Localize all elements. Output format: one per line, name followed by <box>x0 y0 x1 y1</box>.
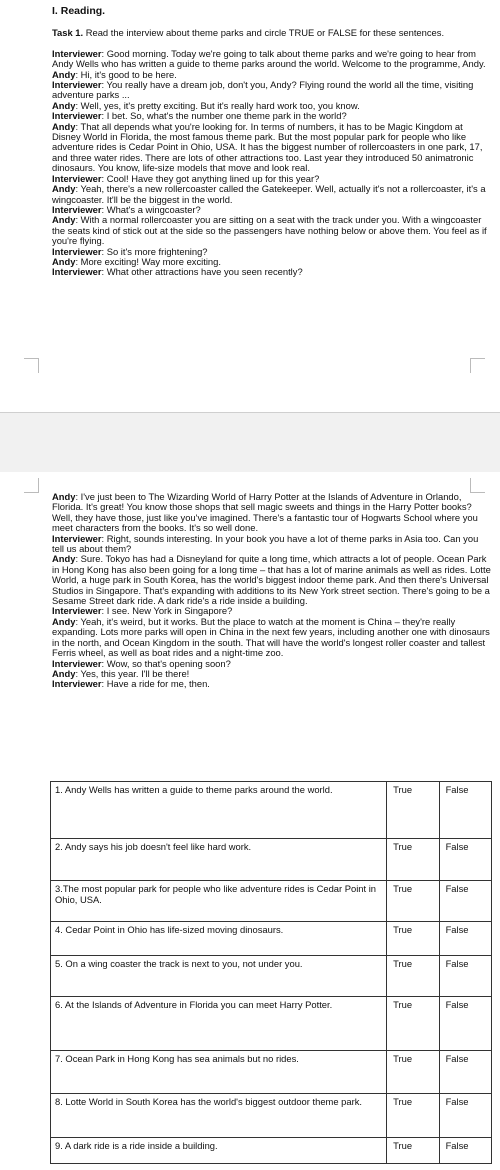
dialogue-text: : More exciting! Way more exciting. <box>75 255 221 267</box>
false-option[interactable]: False <box>439 997 491 1051</box>
dialogue-text: : Cool! Have they got anything lined up for this year? <box>101 172 320 184</box>
task-label: Task 1. <box>52 27 84 39</box>
dialogue-line <box>52 492 492 534</box>
dialogue-text: : Right, sounds interesting. In your book you have a lot of theme parks in Asia too. Can you tell us about them? <box>52 532 479 555</box>
dialogue-text: : You really have a dream job, don't you, Andy? Flying round the world all the time, visiting adventure parks ... <box>52 79 474 101</box>
speaker-name: Andy <box>52 214 76 226</box>
statement-text: 9. A dark ride is a ride inside a building. <box>51 1138 387 1164</box>
dialogue-text: : So it's more frightening? <box>101 245 208 257</box>
speaker-name: Andy <box>52 255 76 267</box>
statement-text: 3.The most popular park for people who like adventure rides is Cedar Point in Ohio, USA. <box>51 881 387 922</box>
speaker-name: Interviewer <box>52 678 102 690</box>
speaker-name: Interviewer <box>52 47 102 59</box>
dialogue-text: : I bet. So, what's the number one theme park in the world? <box>101 110 347 122</box>
statement-text: 8. Lotte World in South Korea has the world's biggest outdoor theme park. <box>51 1094 387 1138</box>
true-option[interactable]: True <box>387 881 439 922</box>
speaker-name: Interviewer <box>52 245 102 257</box>
statement-row <box>51 922 492 956</box>
true-option[interactable]: True <box>387 1094 439 1138</box>
true-option[interactable]: True <box>387 782 439 839</box>
statement-row <box>51 881 492 922</box>
dialogue-page-1 <box>52 49 492 278</box>
dialogue-text: : Yes, this year. I'll be there! <box>75 667 190 679</box>
dialogue-line <box>52 617 492 659</box>
speaker-name: Andy <box>52 99 76 111</box>
page-1-content <box>52 6 492 278</box>
speaker-name: Interviewer <box>52 266 102 278</box>
speaker-name: Andy <box>52 120 76 132</box>
statement-row <box>51 997 492 1051</box>
speaker-name: Andy <box>52 68 76 80</box>
dialogue-text: : Well, yes, it's pretty exciting. But it's really hard work too, you know. <box>75 99 360 111</box>
statement-row <box>51 1094 492 1138</box>
dialogue-line <box>52 184 492 205</box>
speaker-name: Interviewer <box>52 110 102 122</box>
statement-row <box>51 839 492 881</box>
false-option[interactable]: False <box>439 1051 491 1094</box>
dialogue-text: : Yeah, it's weird, but it works. But the place to watch at the moment is China – they're really expanding. Lots more parks will open in China in the next few years, including another one with dinosaurs in the north, and Ocean Kingdom in the south. That will have the world's longest roller coaster and tallest Ferris wheel, as well as boat rides and a night-time zoo. <box>52 615 490 659</box>
statement-text: 5. On a wing coaster the track is next to you, not under you. <box>51 956 387 997</box>
speaker-name: Interviewer <box>52 657 102 669</box>
dialogue-line <box>52 122 492 174</box>
statement-row <box>51 956 492 997</box>
dialogue-text: : I see. New York in Singapore? <box>101 605 233 617</box>
page-1 <box>0 0 500 412</box>
dialogue-line <box>52 80 492 101</box>
dialogue-text: : That all depends what you're looking for. In terms of numbers, it has to be Magic Kingdom at Disney World in Florida, the most famous theme park. But the most popular park for people who like adventure rides is Cedar Point in Ohio, USA. It has the biggest number of rollercoasters in one park, 17, and three water rides. There are lots of other attractions too. Last year they introduced 50 animatronic dinosaurs. You know, life-size models that move and look real. <box>52 120 483 174</box>
true-false-table <box>50 781 492 1164</box>
dialogue-text: : Good morning. Today we're going to talk about theme parks and we're going to hear from Andy Wells who has written a guide to theme parks around the world. Welcome to the programme, Andy. <box>52 47 486 70</box>
speaker-name: Andy <box>52 491 76 502</box>
false-option[interactable]: False <box>439 881 491 922</box>
false-option[interactable]: False <box>439 782 491 839</box>
false-option[interactable]: False <box>439 839 491 881</box>
dialogue-line <box>52 554 492 606</box>
false-option[interactable]: False <box>439 956 491 997</box>
dialogue-text: : Wow, so that's opening soon? <box>101 657 231 669</box>
statement-text: 7. Ocean Park in Hong Kong has sea animals but no rides. <box>51 1051 387 1094</box>
speaker-name: Interviewer <box>52 532 102 544</box>
dialogue-text: : What's a wingcoaster? <box>101 203 201 215</box>
dialogue-line <box>52 215 492 246</box>
speaker-name: Interviewer <box>52 605 102 617</box>
dialogue-line <box>52 49 492 70</box>
speaker-name: Andy <box>52 615 76 627</box>
dialogue-text: : Have a ride for me, then. <box>101 678 210 690</box>
page-corner-mark <box>24 358 39 373</box>
dialogue-line <box>52 534 492 555</box>
speaker-name: Interviewer <box>52 79 102 91</box>
true-option[interactable]: True <box>387 839 439 881</box>
page-corner-mark <box>470 478 485 493</box>
speaker-name: Andy <box>52 667 76 679</box>
speaker-name: Interviewer <box>52 203 102 215</box>
dialogue-text: : I've just been to The Wizarding World of Harry Potter at the Islands of Adventure in Orlando, Florida. It's great! You know those shops that sell magic sweets and things in the Harry Potter books? Well, they have those, just like you've imagined. There's a fantastic tour of Hogwarts School where you meet characters from the books. It's so well done. <box>52 491 478 534</box>
task-text: Read the interview about theme parks and circle TRUE or FALSE for these sentences. <box>83 27 445 39</box>
dialogue-text: : What other attractions have you seen recently? <box>101 266 303 278</box>
page-separator <box>0 412 500 474</box>
true-option[interactable]: True <box>387 956 439 997</box>
statement-text: 2. Andy says his job doesn't feel like hard work. <box>51 839 387 881</box>
page-corner-mark <box>24 478 39 493</box>
statement-row <box>51 1138 492 1164</box>
dialogue-line <box>52 679 492 689</box>
dialogue-text: : With a normal rollercoaster you are sitting on a seat with the track under you. With a wingcoaster the seats kind of stick out at the side so the passengers have nothing below or above them. You feel as if you're flying. <box>52 214 487 247</box>
true-option[interactable]: True <box>387 922 439 956</box>
statement-text: 4. Cedar Point in Ohio has life-sized moving dinosaurs. <box>51 922 387 956</box>
page-2-content <box>52 492 492 690</box>
dialogue-page-2 <box>52 492 492 690</box>
statement-row <box>51 782 492 839</box>
task-instructions <box>52 28 492 38</box>
section-title: I. Reading. <box>52 5 106 17</box>
dialogue-text: : Hi, it's good to be here. <box>75 68 177 80</box>
false-option[interactable]: False <box>439 1138 491 1164</box>
speaker-name: Andy <box>52 183 76 195</box>
statement-text: 6. At the Islands of Adventure in Florida you can meet Harry Potter. <box>51 997 387 1051</box>
true-option[interactable]: True <box>387 1138 439 1164</box>
speaker-name: Andy <box>52 553 76 565</box>
page-corner-mark <box>470 358 485 373</box>
false-option[interactable]: False <box>439 922 491 956</box>
false-option[interactable]: False <box>439 1094 491 1138</box>
statement-row <box>51 1051 492 1094</box>
statement-text: 1. Andy Wells has written a guide to theme parks around the world. <box>51 782 387 839</box>
dialogue-text: : Sure. Tokyo has had a Disneyland for quite a long time, which attracts a lot of people. Ocean Park in Hong Kong has also been going for a long time – that has a lot of marine animals as well as rides. Lotte World, a huge park in South Korea, has the world's biggest indoor theme park. And then there's Universal Studios in Singapore. That's expanding with additions to its New York street section. There's going to be a Sesame Street dark ride. A dark ride's a ride inside a building. <box>52 553 491 607</box>
dialogue-line <box>52 267 492 277</box>
speaker-name: Interviewer <box>52 172 102 184</box>
true-option[interactable]: True <box>387 1051 439 1094</box>
dialogue-text: : Yeah, there's a new rollercoaster called the Gatekeeper. Well, actually it's not a rollercoaster, it's a wingcoaster. It'll be the biggest in the world. <box>52 183 486 205</box>
true-option[interactable]: True <box>387 997 439 1051</box>
